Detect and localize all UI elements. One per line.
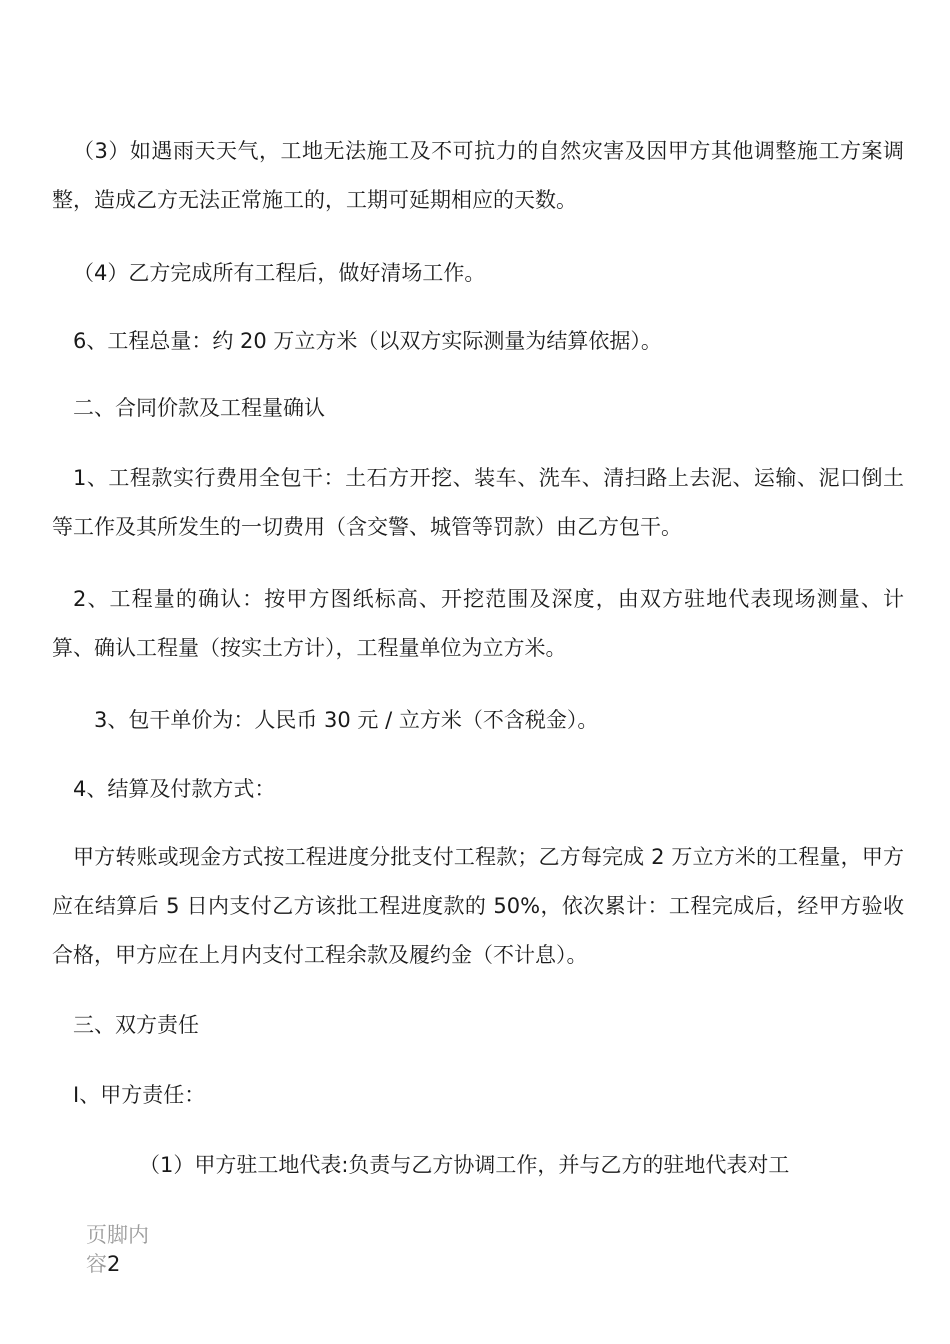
paragraph-item-4-cleanup: （4）乙方完成所有工程后，做好清场工作。 (73, 261, 486, 285)
paragraph-unit-price: 3、包干单价为：人民币 30 元 / 立方米（不含税金）。 (94, 708, 599, 732)
paragraph-total-quantity: 6、工程总量：约 20 万立方米（以双方实际测量为结算依据）。 (73, 329, 662, 353)
paragraph-item-3-delay: （3）如遇雨天天气，工地无法施工及不可抗力的自然灾害及因甲方其他调整施工方案调整，造成乙方无法正常施工的，工期可延期相应的天数。 (52, 139, 904, 212)
paragraph-payment-terms: 甲方转账或现金方式按工程进度分批支付工程款；乙方每完成 2 万立方米的工程量，甲方应在结算后 5 日内支付乙方该批工程进度款的 50%，依次累计：工程完成后，经甲方验收合格，甲方应在上月内支付工程余款及履约金（不计息）。 (52, 845, 904, 967)
paragraph-quantity-confirmation: 2、工程量的确认：按甲方图纸标高、开挖范围及深度，由双方驻地代表现场测量、计算、确认工程量（按实土方计），工程量单位为立方米。 (52, 587, 904, 660)
footer-label: 页脚内容 (86, 1223, 149, 1276)
paragraph-lump-sum-fees: 1、工程款实行费用全包干：土石方开挖、装车、洗车、清扫路上去泥、运输、泥口倒土等工作及其所发生的一切费用（含交警、城管等罚款）由乙方包干。 (52, 466, 904, 539)
page-number: 2 (107, 1252, 121, 1276)
page-footer (86, 1221, 156, 1279)
paragraph-settlement-heading: 4、结算及付款方式： (73, 777, 276, 801)
paragraph-party-a-responsibility: I、甲方责任： (73, 1083, 206, 1107)
section-heading-responsibilities: 三、双方责任 (73, 1013, 199, 1037)
paragraph-party-a-item-1: （1）甲方驻工地代表:负责与乙方协调工作，并与乙方的驻地代表对工 (139, 1153, 790, 1177)
section-heading-contract-price: 二、合同价款及工程量确认 (73, 396, 325, 420)
